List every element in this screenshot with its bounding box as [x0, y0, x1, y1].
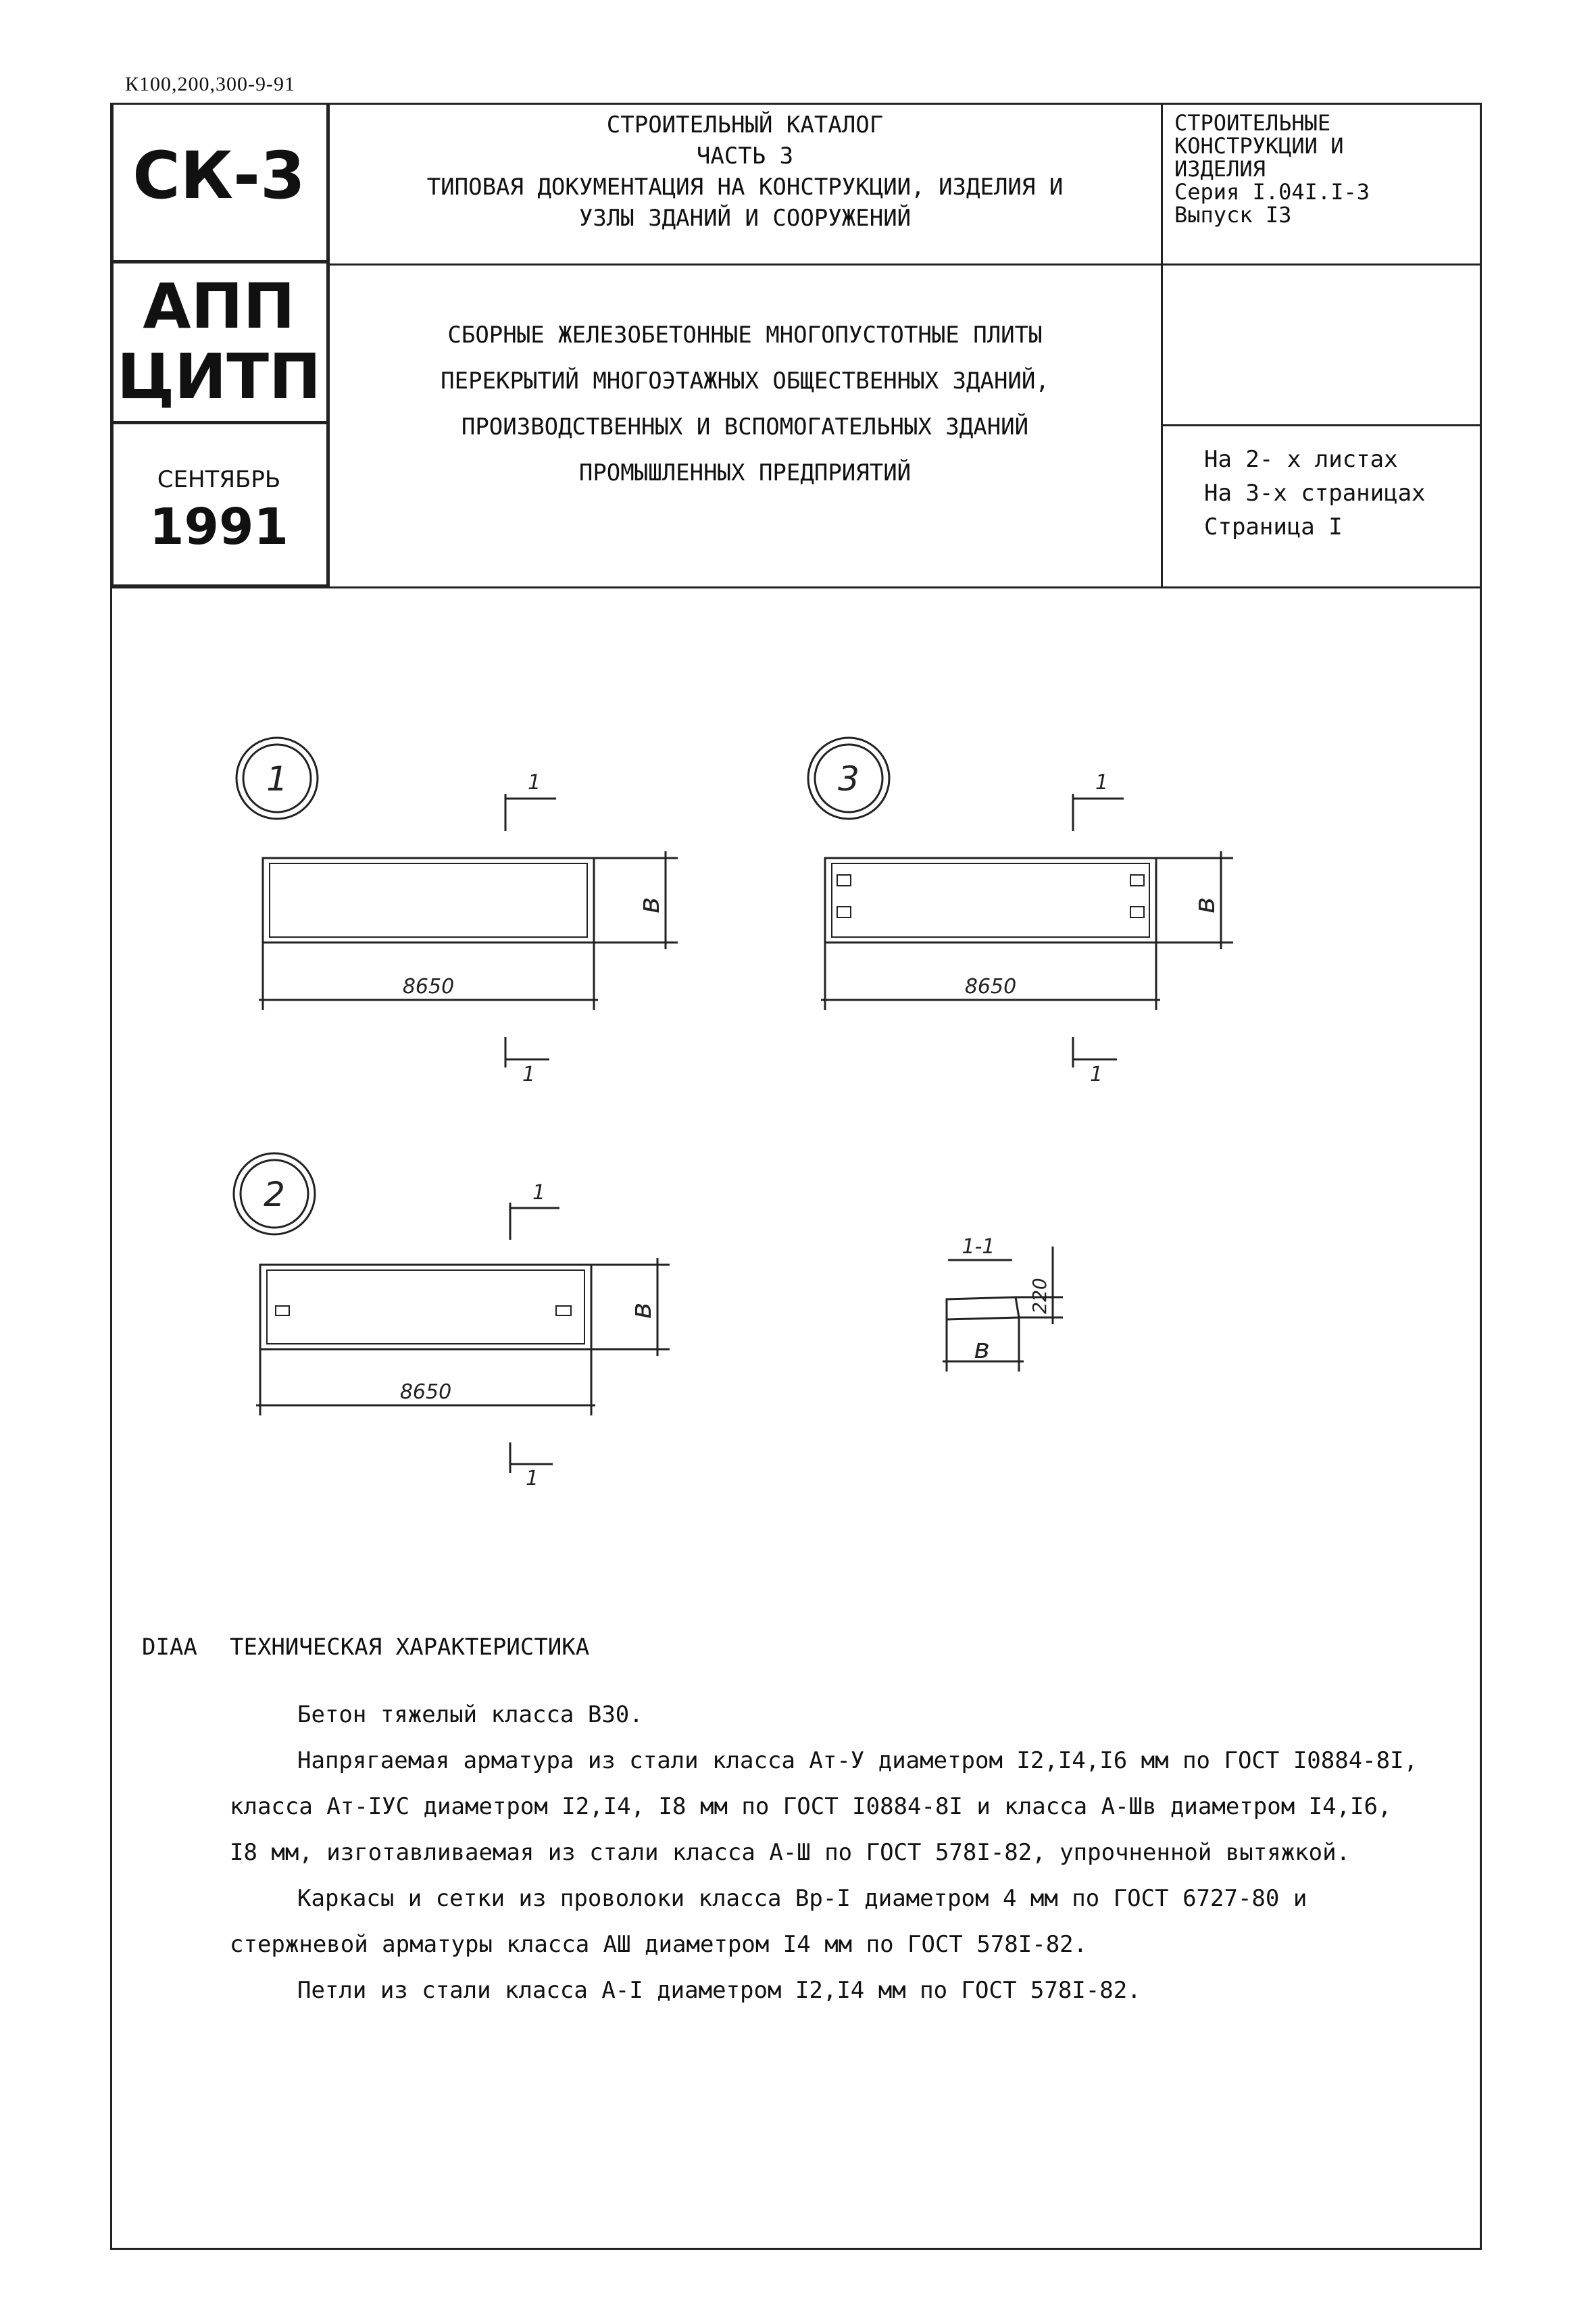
view-2-section-top: 1 [532, 1181, 546, 1205]
left-rule-2 [110, 421, 328, 424]
issue: Выпуск I3 [1174, 202, 1292, 228]
tech-line-3: класса Ат-IУС диаметром I2,I4, I8 мм по ГОСТ I0884-8I и класса А-Шв диаметром I4,I6, [230, 1793, 1392, 1820]
month: СЕНТЯБРЬ [157, 466, 281, 493]
view-1-section-top: 1 [528, 771, 541, 795]
tech-line-5: Каркасы и сетки из проволоки класса Вр-I диаметром 4 мм по ГОСТ 6727-80 и [297, 1885, 1307, 1912]
view-2-width: в [624, 1302, 657, 1319]
series: Серия I.04I.I-3 [1174, 179, 1370, 205]
title-line-4: ПРОМЫШЛЕННЫХ ПРЕДПРИЯТИЙ [578, 459, 912, 486]
header-line-1: СТРОИТЕЛЬНЫЙ КАТАЛОГ [606, 111, 884, 139]
tech-line-6: стержневой арматуры класса АШ диаметром I4 мм по ГОСТ 578I-82. [230, 1931, 1088, 1958]
tech-heading: ТЕХНИЧЕСКАЯ ХАРАКТЕРИСТИКА [230, 1634, 590, 1661]
left-rule-1 [110, 260, 328, 263]
title-line-2: ПЕРЕКРЫТИЙ МНОГОЭТАЖНЫХ ОБЩЕСТВЕННЫХ ЗДАНИЙ, [441, 368, 1049, 395]
page-number: Страница I [1204, 513, 1343, 540]
tech-line-1: Бетон тяжелый класса В30. [297, 1701, 643, 1728]
view-1-width: в [632, 897, 666, 914]
title-line-1: СБОРНЫЕ ЖЕЛЕЗОБЕТОННЫЕ МНОГОПУСТОТНЫЕ ПЛИТЫ [447, 322, 1043, 349]
org-line-2: ЦИТП [116, 341, 322, 413]
view-3-section-bottom: 1 [1090, 1063, 1103, 1086]
section-block [1174, 111, 1478, 226]
section-line-3: ИЗДЕЛИЯ [1174, 156, 1266, 182]
cross-section-label: 1-1 [962, 1235, 995, 1259]
header-line-2: ЧАСТЬ 3 [696, 143, 794, 170]
sheets-count: На 2- х листах [1204, 446, 1398, 473]
tech-code: DIAA [142, 1634, 197, 1661]
pages-count: На 3-х страницах [1204, 480, 1426, 507]
view-1-length: 8650 [402, 975, 455, 999]
view-3-length: 8650 [964, 975, 1017, 999]
header-mid-rule [326, 263, 1482, 266]
view-3-width: в [1188, 897, 1221, 914]
view-3-number: 3 [838, 759, 859, 799]
catalog-code: СК-3 [132, 138, 305, 213]
document-title [331, 312, 1159, 496]
catalog-header [331, 109, 1159, 234]
tech-line-7: Петли из стали класса А-I диаметром I2,I4 мм по ГОСТ 578I-82. [297, 1977, 1141, 2004]
plate-view-3 [808, 738, 1233, 1067]
header-line-3: ТИПОВАЯ ДОКУМЕНТАЦИЯ НА КОНСТРУКЦИИ, ИЗДЕЛИЯ И [426, 174, 1064, 201]
right-mid-rule [1161, 424, 1482, 426]
cross-section-width: в [974, 1334, 990, 1365]
plate-view-2 [234, 1153, 670, 1473]
view-1-number: 1 [266, 759, 288, 799]
view-2-length: 8650 [399, 1380, 452, 1404]
view-2-section-bottom: 1 [526, 1467, 539, 1490]
right-column-divider [1161, 103, 1163, 586]
org-line-1: АПП [143, 270, 295, 343]
header-line-4: УЗЛЫ ЗДАНИЙ И СООРУЖЕНИЙ [578, 205, 912, 232]
left-column-divider [326, 103, 330, 586]
year: 1991 [149, 498, 289, 556]
document-code: К100,200,300-9-91 [125, 73, 295, 95]
view-2-number: 2 [264, 1175, 285, 1214]
title-line-3: ПРОИЗВОДСТВЕННЫХ И ВСПОМОГАТЕЛЬНЫХ ЗДАНИЙ [461, 413, 1029, 441]
sheet-info [1204, 443, 1474, 544]
cross-section-height: 220 [1028, 1278, 1051, 1314]
view-1-section-bottom: 1 [522, 1063, 536, 1086]
view-3-section-top: 1 [1095, 771, 1109, 795]
tech-paragraph-1 [230, 1692, 1460, 2013]
tech-line-4: I8 мм, изготавливаемая из стали класса А-Ш по ГОСТ 578I-82, упрочненной вытяжкой. [230, 1839, 1351, 1866]
section-line-2: КОНСТРУКЦИИ И [1174, 133, 1344, 159]
drawings-area [110, 588, 1482, 1574]
tech-line-2: Напрягаемая арматура из стали класса Ат-У диаметром I2,I4,I6 мм по ГОСТ I0884-8I, [297, 1747, 1418, 1774]
section-line-1: СТРОИТЕЛЬНЫЕ [1174, 110, 1331, 136]
plate-view-1 [236, 738, 678, 1067]
